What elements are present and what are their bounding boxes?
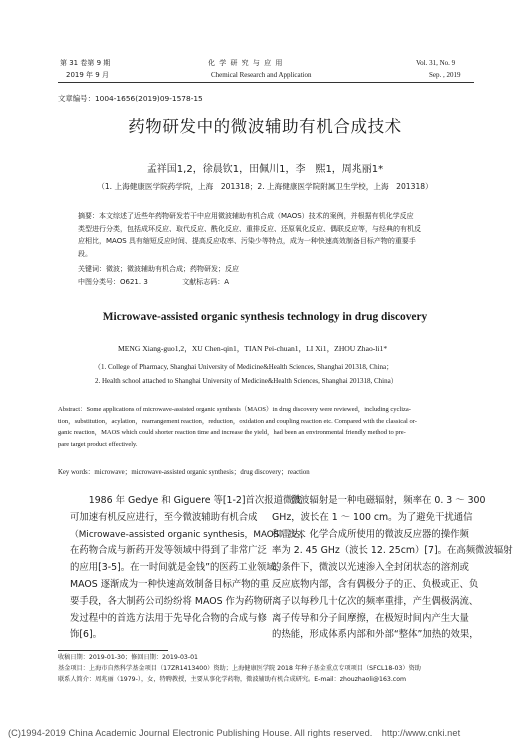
- header-volume-cn: 第 31 卷第 9 期: [60, 59, 111, 67]
- body-line: 率为 2. 45 GHz（波长 12. 25cm）[7]。在高频微波辐射: [272, 545, 513, 557]
- body-line: 的热能，形成体系内部和外部“整体”加热的效果，: [272, 629, 479, 641]
- abstract-cn-line: 应相比，MAOS 具有缩短反应时间、提高反应收率、污染少等特点，成为一种快速高效制备目标产物的重要手: [78, 237, 416, 246]
- authors-en: MENG Xiang-guo1,2，XU Chen-qin1，TIAN Pei-chuan1，LI Xi1，ZHOU Zhao-li1*: [118, 344, 388, 353]
- title-cn: 药物研发中的微波辅助有机合成技术: [128, 117, 402, 136]
- header-volume-en: Vol. 31, No. 9: [416, 59, 456, 67]
- abstract-cn: [78, 210, 458, 289]
- abstract-en-line: Abstract：Some applications of microwave-assisted organic synthesis（MAOS）in drug discovery were reviewed，including cycliza-: [58, 406, 411, 413]
- body-line: 发过程中的首选方法用于先导化合物的合成与修: [70, 612, 267, 624]
- body-line: 在药物合成与新药开发等领域中得到了非常广泛: [70, 545, 267, 557]
- keywords-cn: 关键词：微波；微波辅助有机合成；药物研发；反应: [78, 265, 239, 274]
- affiliation-en-2: 2. Health school attached to Shanghai University of Medicine&Health Sciences, Shanghai 201318, China）: [95, 377, 398, 385]
- article-number: 文章编号：1004-1656(2019)09-1578-15: [58, 94, 203, 103]
- abstract-en: [58, 404, 474, 450]
- authors-cn: 孟祥国1,2，徐晨钦1，田佩川1，李 熙1，周兆丽1*: [146, 164, 384, 175]
- body-line: 微波辐射是一种电磁辐射，频率在 0. 3 ～ 300: [272, 495, 486, 506]
- abstract-cn-line: 摘要：本文综述了近些年药物研发若干中应用微波辅助有机合成（MAOS）技术的案例，并根据有机化学反应: [78, 212, 414, 220]
- footnote-contact: 联系人简介：周兆丽（1979-），女，特聘教授，主要从事化学药物，微波辅助有机合成研究。E-mail：zhouzhaoli@163.com: [58, 676, 407, 683]
- footnote-funding: 基金项目：上海市自然科学基金项目（17ZR1413400）资助；上海健康医学院 2018 年种子基金重点专项项目（SFCL18-03）资助: [58, 665, 421, 672]
- body-column-right: [272, 493, 513, 644]
- abstract-en-line: pare target product effectively.: [58, 440, 138, 448]
- body-line: 离子传导和分子间摩擦，在极短时间内产生大量: [272, 612, 469, 624]
- header-rule: [58, 82, 474, 83]
- keywords-en: Key words：microwave；microwave-assisted organic synthesis；drug discovery；reaction: [58, 469, 310, 476]
- abstract-cn-line: 段。: [78, 249, 92, 258]
- body-line: 要手段，各大制药公司纷纷将 MAOS 作为药物研: [70, 595, 273, 607]
- affiliation-cn: （1. 上海健康医学院药学院，上海 201318；2. 上海健康医学院附属卫生学校，上海 201318）: [97, 182, 433, 191]
- body-line: 1986 年 Gedye 和 Giguere 等[1-2]首次报道微波: [70, 495, 302, 506]
- body-line: 的条件下，微波以光速渗入全封闭状态的溶剂或: [272, 562, 469, 574]
- journal-name-en: Chemical Research and Application: [211, 71, 312, 79]
- body-line: （Microwave-assisted organic synthesis，MAOS）技术: [70, 529, 306, 540]
- body-line: 饰[6]。: [70, 629, 103, 641]
- affiliation-en-1: （1. College of Pharmacy, Shanghai University of Medicine&Health Sciences, Shanghai 201318, China；: [94, 363, 394, 371]
- header-date-en: Sep. , 2019: [429, 71, 461, 79]
- body-line: 离子以每秒几十亿次的频率重排，产生偶极涡流、: [272, 595, 479, 607]
- copyright-line: (C)1994-2019 China Academic Journal Electronic Publishing House. All rights reserved. http://www.cnki.net: [8, 728, 461, 738]
- header-date-cn: 2019 年 9 月: [66, 71, 109, 79]
- abstract-en-line: tion，substitution，acylation，rearrangement reaction，reduction，oxidation and coupling reaction etc. Compared with the classical or-: [58, 417, 417, 425]
- footnote-received: 收稿日期：2019-01-30；修回日期：2019-03-01: [58, 654, 198, 661]
- classification-number: 中图分类号：O621. 3: [78, 277, 148, 286]
- body-line: GHz，波长在 1 ～ 100 cm。为了避免干扰通信: [272, 511, 473, 523]
- abstract-en-line: ganic reaction，MAOS which could shorter reaction time and increase the yield，had been an environmental friendly method to pre-: [58, 429, 406, 436]
- journal-name-cn: 化 学 研 究 与 应 用: [208, 59, 284, 67]
- body-line: 和雷达，化学合成所使用的微波反应器的操作频: [272, 528, 469, 540]
- abstract-cn-line: 类型进行分类，包括成环反应、取代反应、酰化反应、重排反应、还原氧化反应、偶联反应等，与经典的有机反: [78, 224, 421, 233]
- body-line: MAOS 逐渐成为一种快速高效制备目标产物的重: [70, 578, 270, 590]
- classification-row: [78, 276, 458, 289]
- body-line: 的应用[3-5]。在一时间就是金钱”的医药工业领域，: [70, 562, 285, 574]
- title-en: Microwave-assisted organic synthesis technology in drug discovery: [102, 311, 428, 323]
- body-line: 可加速有机反应进行，至今微波辅助有机合成: [70, 511, 258, 523]
- footnote-rule: [58, 650, 168, 651]
- body-column-left: [70, 493, 306, 644]
- body-line: 反应底物内部，含有偶极分子的正、负极或正、负: [272, 578, 479, 590]
- document-code: 文献标志码：A: [182, 277, 230, 286]
